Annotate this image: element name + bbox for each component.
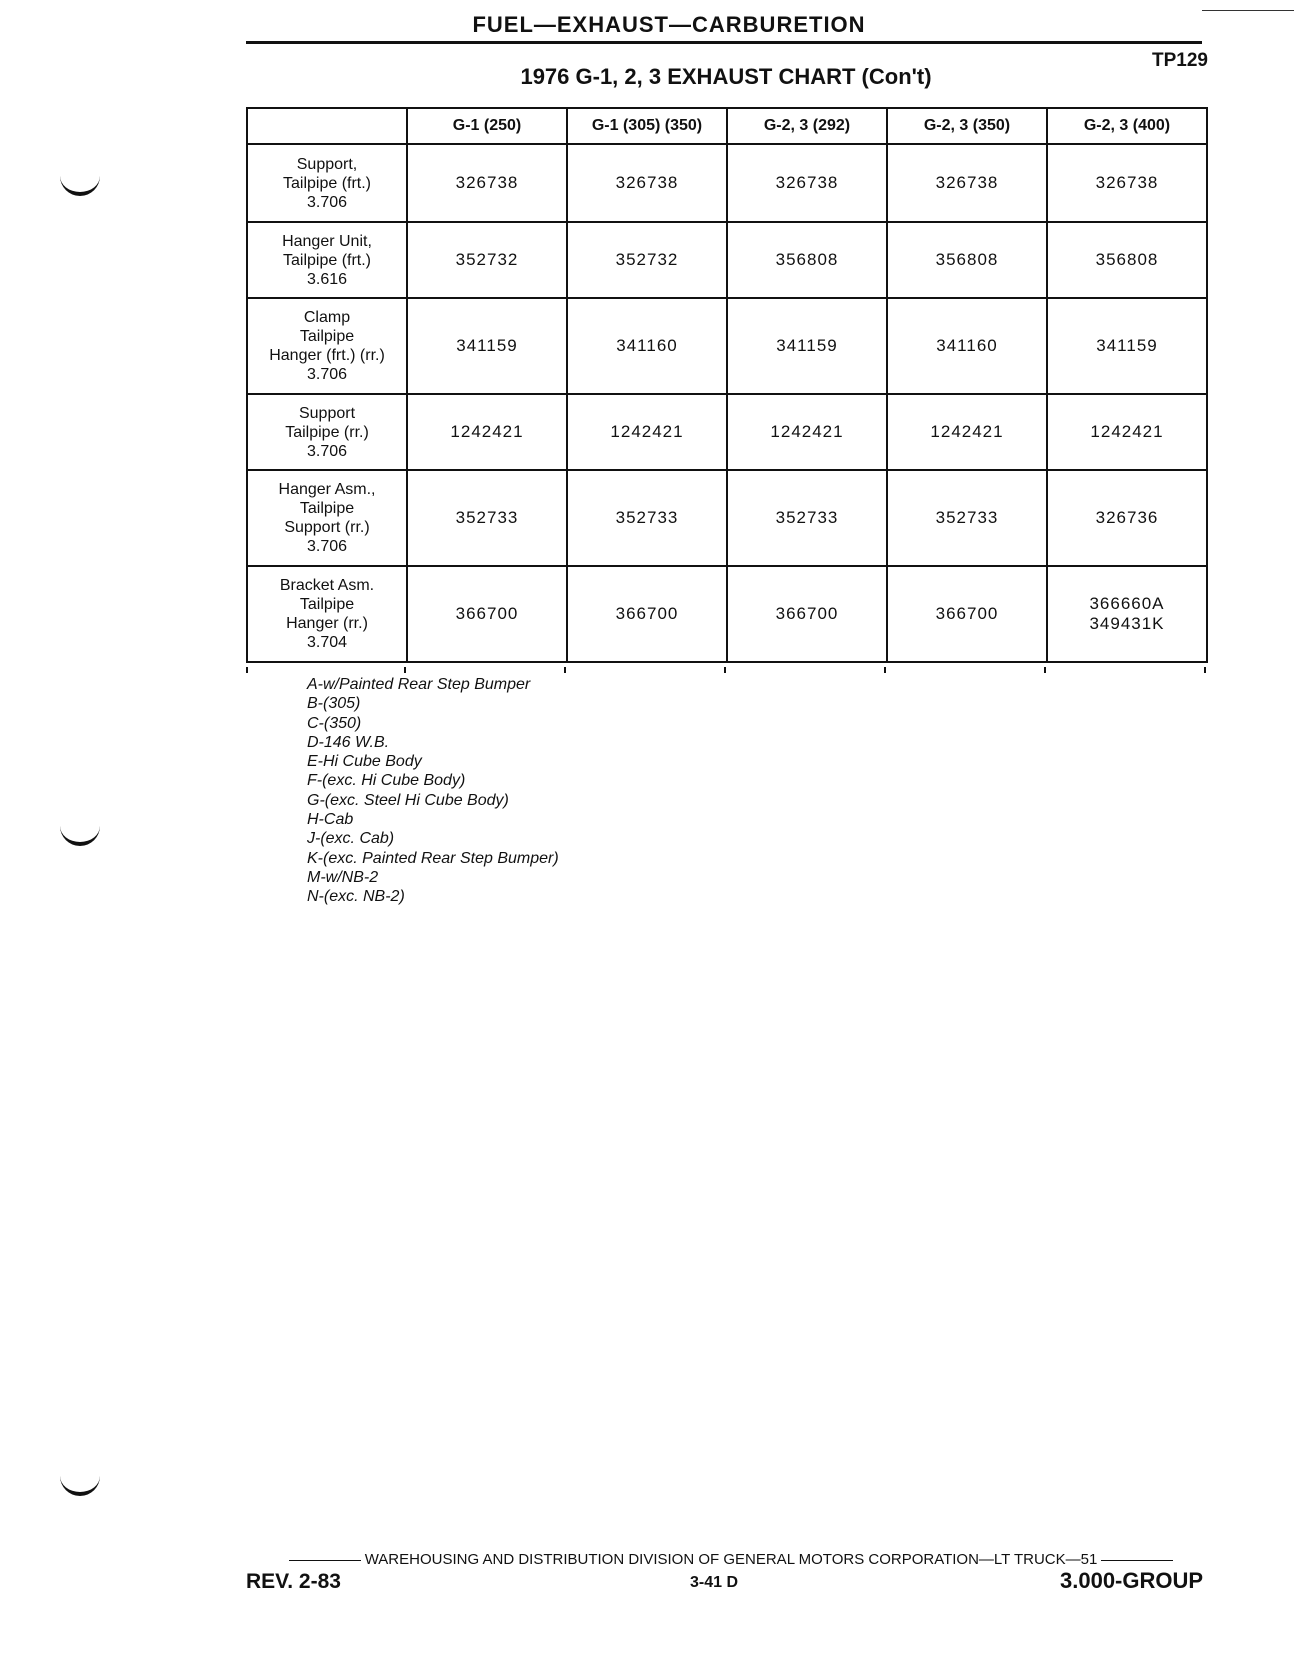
- row-label-line: 3.616: [306, 270, 348, 288]
- binder-hole-mark: [60, 826, 100, 846]
- part-number-cell: 326738: [407, 144, 567, 222]
- revision-label: REV. 2-83: [246, 1570, 341, 1593]
- part-number-cell: 1242421: [1047, 394, 1207, 470]
- footnote-item: H-Cab: [307, 811, 354, 829]
- footer-line: [246, 1551, 1216, 1568]
- row-label-line: Support: [298, 404, 356, 422]
- table-tail-line: [1204, 667, 1206, 673]
- footnote-item: B-(305): [307, 695, 361, 713]
- part-number-cell: 366700: [887, 566, 1047, 662]
- section-title: FUEL—EXHAUST—CARBURETION: [472, 12, 866, 37]
- footnote-item: M-w/NB-2: [307, 868, 379, 886]
- table-row: [247, 298, 1207, 394]
- row-label-line: Support (rr.): [284, 519, 370, 536]
- table-row: [247, 394, 1207, 470]
- table-tail-line: [404, 667, 406, 673]
- column-header: G-2, 3 (292): [727, 108, 887, 144]
- table-tail-line: [1044, 667, 1046, 673]
- footnote-item: G-(exc. Steel Hi Cube Body): [307, 791, 509, 809]
- table-row: [247, 566, 1207, 662]
- column-header: G-2, 3 (400): [1047, 108, 1207, 144]
- column-header: G-2, 3 (350): [887, 108, 1047, 144]
- part-number-cell: 366700: [727, 566, 887, 662]
- row-label-line: 3.706: [306, 442, 348, 460]
- footnote-item: D-146 W.B.: [307, 733, 390, 751]
- table-tail-line: [246, 667, 248, 673]
- row-label-line: Clamp: [303, 309, 351, 326]
- part-number-cell: 366660A 349431K: [1047, 566, 1207, 662]
- row-label-line: Tailpipe (frt.): [282, 251, 372, 269]
- page-number: 3-41 D: [690, 1574, 739, 1591]
- part-number-cell: 341159: [407, 298, 567, 394]
- part-number-cell: 326738: [567, 144, 727, 222]
- footnote-item: J-(exc. Cab): [307, 830, 395, 848]
- row-label: [247, 144, 407, 222]
- row-label-line: Tailpipe: [299, 328, 355, 345]
- row-label: [247, 470, 407, 566]
- footnote-item: N-(exc. NB-2): [307, 888, 405, 906]
- part-number-cell: 356808: [887, 222, 1047, 298]
- header-rule: [246, 41, 1202, 44]
- part-number-cell: 352733: [567, 470, 727, 566]
- table-row: [247, 144, 1207, 222]
- row-label-line: Hanger (rr.): [286, 615, 368, 632]
- table-tail-line: [724, 667, 726, 673]
- exhaust-chart-table: [246, 107, 1208, 663]
- row-label-line: Hanger Asm.,: [278, 481, 376, 498]
- row-label: [247, 394, 407, 470]
- part-number-cell: 341159: [1047, 298, 1207, 394]
- row-label: [247, 566, 407, 662]
- table-row: [247, 222, 1207, 298]
- row-label-line: Bracket Asm.: [279, 577, 375, 594]
- row-label-line: 3.706: [306, 366, 348, 383]
- column-header: G-1 (305) (350): [567, 108, 727, 144]
- footnote-item: A-w/Painted Rear Step Bumper: [307, 676, 531, 693]
- table-tail-line: [564, 667, 566, 673]
- column-header: G-1 (250): [407, 108, 567, 144]
- binder-hole-mark: [60, 176, 100, 196]
- part-number-cell: 352733: [407, 470, 567, 566]
- footer-text: WAREHOUSING AND DISTRIBUTION DIVISION OF GENERAL MOTORS CORPORATION—LT TRUCK—51: [364, 1551, 1098, 1568]
- part-number-cell: 326738: [887, 144, 1047, 222]
- part-number-cell: 326738: [1047, 144, 1207, 222]
- footnote-list: [307, 675, 559, 907]
- part-number-cell: 352732: [407, 222, 567, 298]
- footer-dash: [289, 1560, 361, 1561]
- part-number-cell: 1242421: [407, 394, 567, 470]
- row-label-line: Tailpipe: [299, 500, 355, 517]
- row-label: [247, 298, 407, 394]
- part-number-cell: 352732: [567, 222, 727, 298]
- binder-hole-mark: [60, 1476, 100, 1496]
- footnote-item: E-Hi Cube Body: [307, 753, 422, 771]
- group-label: 3.000-GROUP: [1060, 1568, 1204, 1593]
- chart-title: 1976 G-1, 2, 3 EXHAUST CHART (Con't): [520, 64, 932, 89]
- top-thin-rule: [1202, 10, 1294, 11]
- footnote-item: F-(exc. Hi Cube Body): [307, 772, 466, 790]
- row-label-line: 3.706: [306, 538, 348, 555]
- part-number-cell: 1242421: [567, 394, 727, 470]
- row-label-line: Tailpipe (rr.): [285, 423, 369, 441]
- table-header-row: [247, 108, 1207, 144]
- row-label-line: Tailpipe (frt.): [282, 174, 372, 192]
- part-number-cell: 326738: [727, 144, 887, 222]
- row-label: [247, 222, 407, 298]
- table-tail-line: [884, 667, 886, 673]
- part-number-cell: 366700: [407, 566, 567, 662]
- part-number-cell: 341160: [887, 298, 1047, 394]
- row-label-line: Support,: [296, 155, 358, 173]
- row-label-line: Tailpipe: [299, 596, 355, 613]
- table-row: [247, 470, 1207, 566]
- row-label-line: 3.704: [306, 634, 348, 651]
- part-number-cell: 352733: [887, 470, 1047, 566]
- page-code: TP129: [1152, 50, 1208, 71]
- footnote-item: K-(exc. Painted Rear Step Bumper): [307, 849, 559, 867]
- part-number-cell: 341159: [727, 298, 887, 394]
- part-number-cell: 341160: [567, 298, 727, 394]
- row-label-line: 3.706: [306, 193, 348, 211]
- footnote-item: C-(350): [307, 714, 362, 732]
- footer-dash: [1101, 1560, 1173, 1561]
- part-number-cell: 356808: [1047, 222, 1207, 298]
- part-number-cell: 366700: [567, 566, 727, 662]
- row-label-line: Hanger Unit,: [282, 232, 372, 250]
- row-label-line: Hanger (frt.) (rr.): [269, 347, 385, 364]
- part-number-cell: 1242421: [727, 394, 887, 470]
- part-number-cell: 326736: [1047, 470, 1207, 566]
- part-number-cell: 356808: [727, 222, 887, 298]
- part-number-cell: 352733: [727, 470, 887, 566]
- part-number-cell: 1242421: [887, 394, 1047, 470]
- column-header: [247, 108, 407, 144]
